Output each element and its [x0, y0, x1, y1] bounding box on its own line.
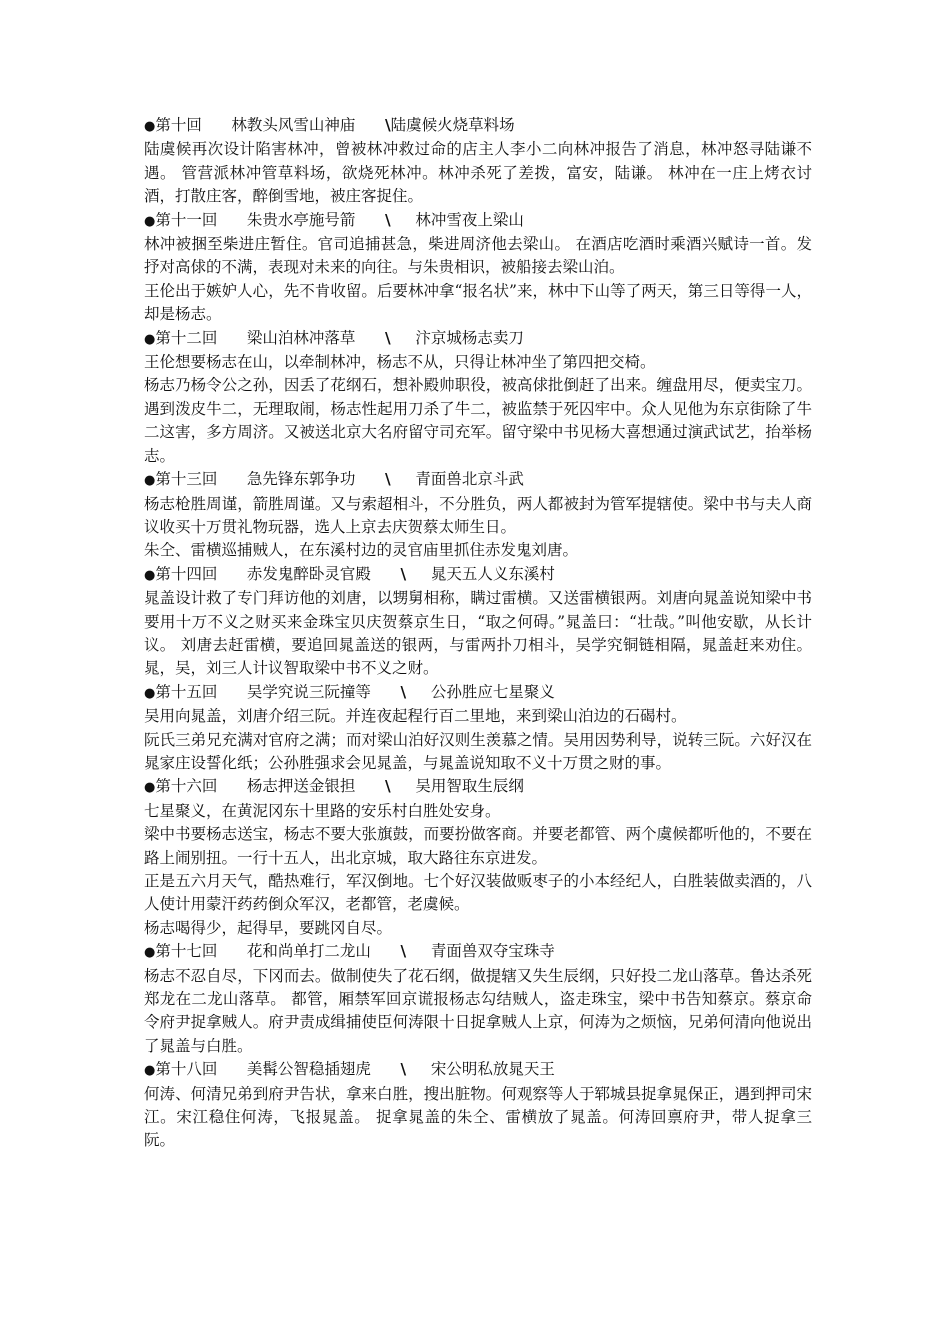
- title-separator: \: [385, 777, 391, 796]
- chapter-number: 第十回: [155, 116, 202, 134]
- chapter-paragraph: 王伦想要杨志在山，以牵制林冲，杨志不从，只得让林冲坐了第四把交椅。: [144, 353, 656, 372]
- title-separator: \: [385, 210, 391, 229]
- bullet-icon: ●: [144, 213, 156, 229]
- chapter-heading: [144, 563, 812, 587]
- bullet-icon: ●: [144, 780, 156, 796]
- chapter-paragraph: 杨志喝得少，起得早，要跳冈自尽。: [144, 918, 393, 937]
- chapter-title-left: 朱贵水亭施号箭: [246, 210, 356, 229]
- title-separator: \: [385, 328, 391, 347]
- chapter-heading: [144, 940, 812, 964]
- chapter-paragraph: 杨志不忍自尽，下冈而去。做制使失了花石纲，做提辖又失生辰纲，只好投二龙山落草。鲁达杀死郑龙在二龙山落草。 都管，厢禁军回京谎报杨志勾结贼人，盗走珠宝，梁中书告知蔡京。蔡京命令府尹捉拿贼人。府尹责成缉捕使臣何涛限十日捉拿贼人上京，何涛为之烦恼，兄弟何清向他说出了晁盖与白胜。: [144, 966, 812, 1055]
- chapter-paragraph: 朱仝、雷横巡捕贼人，在东溪村边的灵官庙里抓住赤发鬼刘唐。: [144, 541, 579, 560]
- chapter-title-right: 汴京城杨志卖刀: [415, 328, 524, 347]
- chapter-heading: [144, 775, 812, 799]
- title-separator: \: [400, 1060, 407, 1079]
- chapter-number: 第十六回: [155, 777, 218, 796]
- bullet-icon: ●: [144, 685, 156, 701]
- document-body: [144, 114, 812, 1153]
- bullet-icon: ●: [144, 473, 156, 489]
- chapter-paragraph: 吴用向晁盖，刘唐介绍三阮。并连夜起程行百二里地，来到梁山泊边的石碣村。: [144, 707, 687, 726]
- chapter-number: 第十四回: [155, 564, 218, 583]
- chapter-paragraph: 梁中书要杨志送宝，杨志不要大张旗鼓，而要扮做客商。并要老都管、两个虞候都听他的，不要在路上闹别扭。一行十五人，出北京城，取大路往东京进发。: [144, 825, 812, 867]
- bullet-icon: ●: [144, 945, 156, 961]
- chapter-title-left: 林教头风雪山神庙: [231, 116, 356, 134]
- chapter-title-right: 青面兽北京斗武: [415, 470, 524, 489]
- chapter-paragraph: 杨志枪胜周谨，箭胜周谨。又与索超相斗，不分胜负，两人都被封为管军提辖使。梁中书与夫人商议收买十万贯礼物玩器，选人上京去庆贺蔡太师生日。: [144, 494, 812, 536]
- chapter-paragraph: 晁盖设计救了专门拜访他的刘唐，以甥舅相称，瞒过雷横。又送雷横银两。刘唐向晁盖说知梁中书要用十万不义之财买来金珠宝贝庆贺蔡京生日，“取之何碍。”晁盖曰：“壮哉。”叫他安歇，从长计议。 刘唐去赶雷横，要追回晁盖送的银两，与雷两扑刀相斗，吴学究铜链相隔，晁盖赶来劝住。晁，吴，刘三人计议智取梁中书不义之财。: [144, 589, 812, 678]
- chapter-title-left: 花和尚单打二龙山: [246, 942, 371, 961]
- bullet-icon: ●: [144, 567, 156, 583]
- chapter-paragraph: 陆虞候再次设计陷害林冲，曾被林冲救过命的店主人李小二向林冲报告了消息，林冲怒寻陆谦不遇。 管营派林冲管草料场，欲烧死林冲。林冲杀死了差拨，富安，陆谦。 林冲在一庄上烤衣讨酒，打散庄客，醉倒雪地，被庄客捉住。: [144, 140, 812, 206]
- chapter-heading: [144, 681, 812, 705]
- title-separator: \: [400, 942, 407, 961]
- title-separator: \: [385, 116, 391, 134]
- chapter-paragraph: 何涛、何清兄弟到府尹告状，拿来白胜，搜出脏物。何观察等人于郓城县捉拿晁保正，遇到押司宋江。宋江稳住何涛，飞报晁盖。 捉拿晁盖的朱仝、雷横放了晁盖。何涛回禀府尹，带人捉拿三阮。: [144, 1084, 812, 1150]
- chapter-title-left: 吴学究说三阮撞等: [246, 682, 371, 701]
- chapter-heading: [144, 114, 812, 138]
- chapter-number: 第十一回: [155, 210, 218, 229]
- title-separator: \: [400, 682, 407, 701]
- chapter-paragraph: 杨志乃杨令公之孙，因丢了花纲石，想补殿帅职役，被高俅批倒赶了出来。缠盘用尽，便卖宝刀。遇到泼皮牛二，无理取闹，杨志性起用刀杀了牛二，被监禁于死囚牢中。众人见他为东京街除了牛二这害，多方周济。又被送北京大名府留守司充军。留守梁中书见杨大喜想通过演武试艺，抬举杨志。: [144, 376, 812, 465]
- chapter-heading: [144, 209, 812, 233]
- title-separator: \: [400, 564, 407, 583]
- bullet-icon: ●: [144, 331, 156, 347]
- chapter-heading: [144, 1058, 812, 1082]
- chapter-title-right: 吴用智取生辰纲: [415, 777, 524, 796]
- bullet-icon: ●: [144, 119, 156, 134]
- chapter-paragraph: 正是五六月天气，酷热难行，军汉倒地。七个好汉装做贩枣子的小本经纪人，白胜装做卖酒的，八人使计用蒙汗药药倒众军汉，老都管，老虞候。: [144, 872, 812, 914]
- chapter-paragraph: 王伦出于嫉妒人心，先不肯收留。后要林冲拿“报名状”来，林中下山等了两天，第三日等得一人，却是杨志。: [144, 281, 812, 324]
- chapter-paragraph: 七星聚义，在黄泥冈东十里路的安乐村白胜处安身。: [144, 801, 501, 820]
- chapter-title-right: 林冲雪夜上梁山: [415, 210, 524, 229]
- chapter-title-left: 赤发鬼醉卧灵官殿: [246, 564, 371, 583]
- bullet-icon: ●: [144, 1063, 156, 1079]
- chapter-title-left: 梁山泊林冲落草: [246, 328, 356, 347]
- chapter-paragraph: 林冲被捆至柴进庄暂住。官司追捕甚急，柴进周济他去梁山。 在酒店吃酒时乘酒兴赋诗一首。发抒对高俅的不满，表现对未来的向往。与朱贵相识，被船接去梁山泊。: [144, 235, 812, 277]
- chapter-title-right: 宋公明私放晁天王: [430, 1060, 555, 1079]
- chapter-title-left: 美髯公智稳插翅虎: [246, 1060, 371, 1079]
- chapter-title-right: 晁天五人义东溪村: [430, 564, 555, 583]
- chapter-title-left: 急先锋东郭争功: [246, 470, 356, 489]
- chapter-number: 第十五回: [155, 682, 218, 701]
- chapter-paragraph: 阮氏三弟兄充满对官府之满；而对梁山泊好汉则生羡慕之情。吴用因势利导，说转三阮。六好汉在晁家庄设誓化纸；公孙胜强求会见晁盖，与晁盖说知取不义十万贯之财的事。: [144, 730, 812, 772]
- chapter-heading: [144, 327, 812, 351]
- chapter-title-left: 杨志押送金银担: [246, 777, 356, 796]
- title-separator: \: [385, 470, 391, 489]
- chapter-title-right: 公孙胜应七星聚义: [430, 682, 555, 701]
- chapter-number: 第十八回: [155, 1060, 218, 1079]
- chapter-heading: [144, 468, 812, 492]
- chapter-number: 第十二回: [155, 328, 218, 347]
- chapter-number: 第十三回: [155, 470, 218, 489]
- chapter-title-right: 青面兽双夺宝珠寺: [430, 942, 555, 961]
- chapter-title-right: 陆虞候火烧草料场: [390, 116, 515, 134]
- chapter-number: 第十七回: [155, 942, 218, 961]
